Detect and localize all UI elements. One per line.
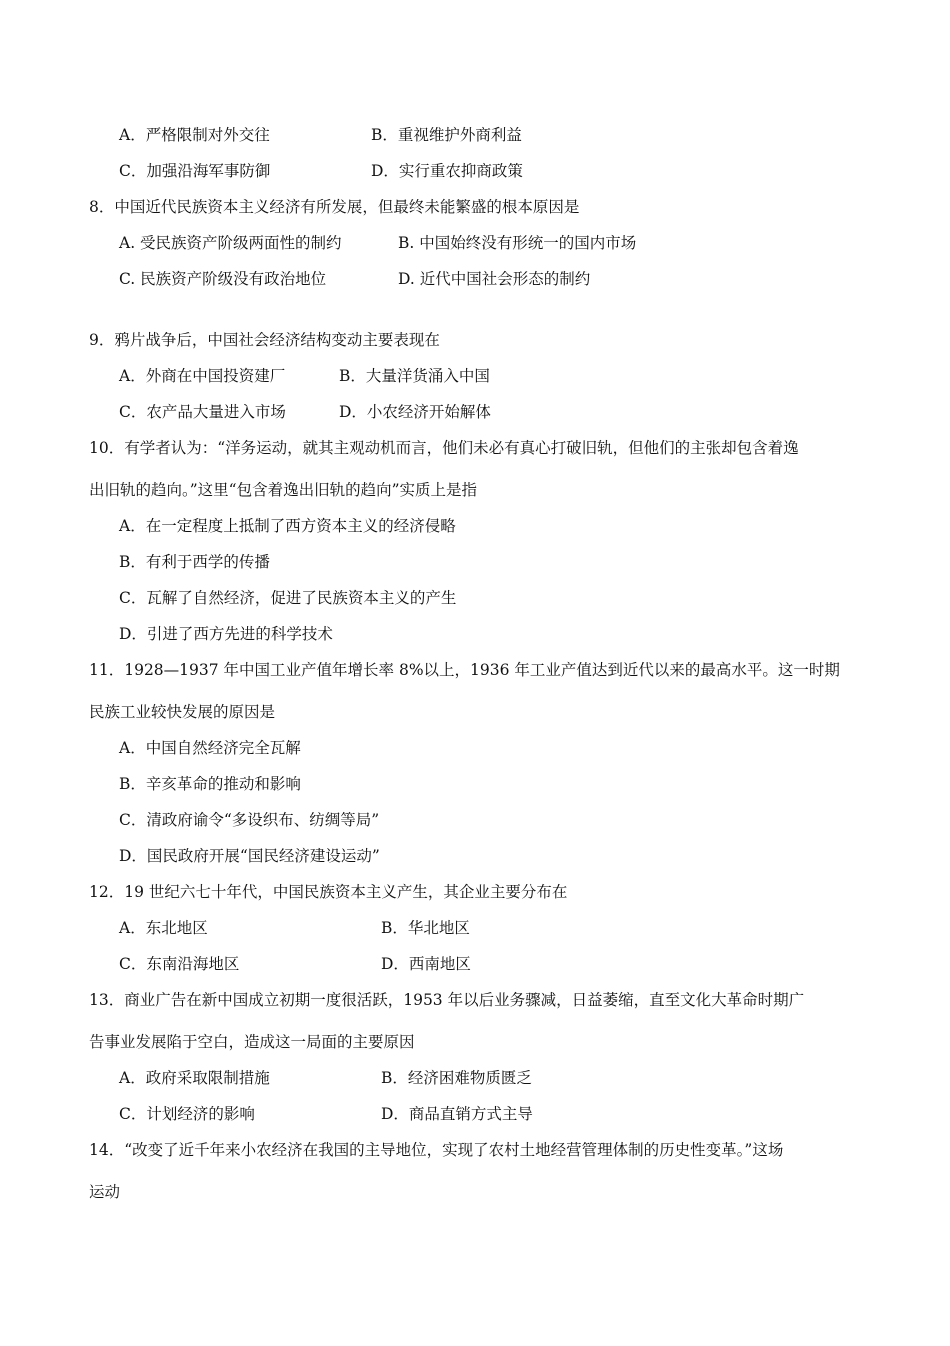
q11-stem-line2: 民族工业较快发展的原因是	[89, 703, 276, 721]
q12-option-d: D．西南地区	[381, 955, 471, 973]
q10-option-c: C．瓦解了自然经济，促进了民族资本主义的产生	[119, 589, 457, 607]
q7-option-c: C．加强沿海军事防御	[119, 162, 271, 180]
q13-stem-line2: 告事业发展陷于空白，造成这一局面的主要原因	[89, 1033, 415, 1051]
q14-stem-line1: 14．“改变了近千年来小农经济在我国的主导地位，实现了农村土地经营管理体制的历史性变革。”这场	[89, 1141, 784, 1159]
q13-option-c: C．计划经济的影响	[119, 1105, 255, 1123]
q10-stem-line1: 10．有学者认为：“洋务运动，就其主观动机而言，他们未必有真心打破旧轨，但他们的主张却包含着逸	[89, 439, 799, 457]
q10-stem-line2: 出旧轨的趋向。”这里“包含着逸出旧轨的趋向”实质上是指	[89, 481, 478, 499]
q10-option-d: D．引进了西方先进的科学技术	[119, 625, 333, 643]
q13-option-d: D．商品直销方式主导	[381, 1105, 533, 1123]
q11-option-d: D．国民政府开展“国民经济建设运动”	[119, 847, 380, 865]
q13-option-a: A．政府采取限制措施	[119, 1069, 270, 1087]
q12-option-c: C．东南沿海地区	[119, 955, 240, 973]
q7-option-b: B．重视维护外商利益	[371, 126, 522, 144]
q9-stem: 9．鸦片战争后，中国社会经济结构变动主要表现在	[89, 331, 440, 349]
q8-option-b: B. 中国始终没有形统一的国内市场	[398, 234, 637, 252]
q11-option-b: B．辛亥革命的推动和影响	[119, 775, 301, 793]
q13-option-b: B．经济困难物质匮乏	[381, 1069, 532, 1087]
q14-stem-line2: 运动	[89, 1183, 121, 1201]
q13-stem-line1: 13．商业广告在新中国成立初期一度很活跃，1953 年以后业务骤减，日益萎缩，直至文化大革命时期广	[89, 991, 805, 1009]
q9-option-c: C．农产品大量进入市场	[119, 403, 286, 421]
q7-option-d: D．实行重农抑商政策	[371, 162, 523, 180]
q11-stem-line1: 11．1928—1937 年中国工业产值年增长率 8%以上，1936 年工业产值达到近代以来的最高水平。这一时期	[89, 661, 840, 679]
q7-option-a: A．严格限制对外交往	[119, 126, 270, 144]
q12-option-b: B．华北地区	[381, 919, 470, 937]
q8-option-c: C. 民族资产阶级没有政治地位	[119, 270, 327, 288]
q12-stem: 12．19 世纪六七十年代，中国民族资本主义产生，其企业主要分布在	[89, 883, 568, 901]
q9-option-b: B．大量洋货涌入中国	[339, 367, 490, 385]
q11-option-c: C．清政府谕令“多设织布、纺绸等局”	[119, 811, 380, 829]
q10-option-b: B．有利于西学的传播	[119, 553, 270, 571]
q9-option-a: A．外商在中国投资建厂	[119, 367, 286, 385]
q9-option-d: D．小农经济开始解体	[339, 403, 491, 421]
q8-option-a: A. 受民族资产阶级两面性的制约	[119, 234, 342, 252]
q12-option-a: A．东北地区	[119, 919, 208, 937]
q8-stem: 8．中国近代民族资本主义经济有所发展，但最终未能繁盛的根本原因是	[89, 198, 580, 216]
q10-option-a: A．在一定程度上抵制了西方资本主义的经济侵略	[119, 517, 456, 535]
q11-option-a: A．中国自然经济完全瓦解	[119, 739, 301, 757]
q8-option-d: D. 近代中国社会形态的制约	[398, 270, 591, 288]
